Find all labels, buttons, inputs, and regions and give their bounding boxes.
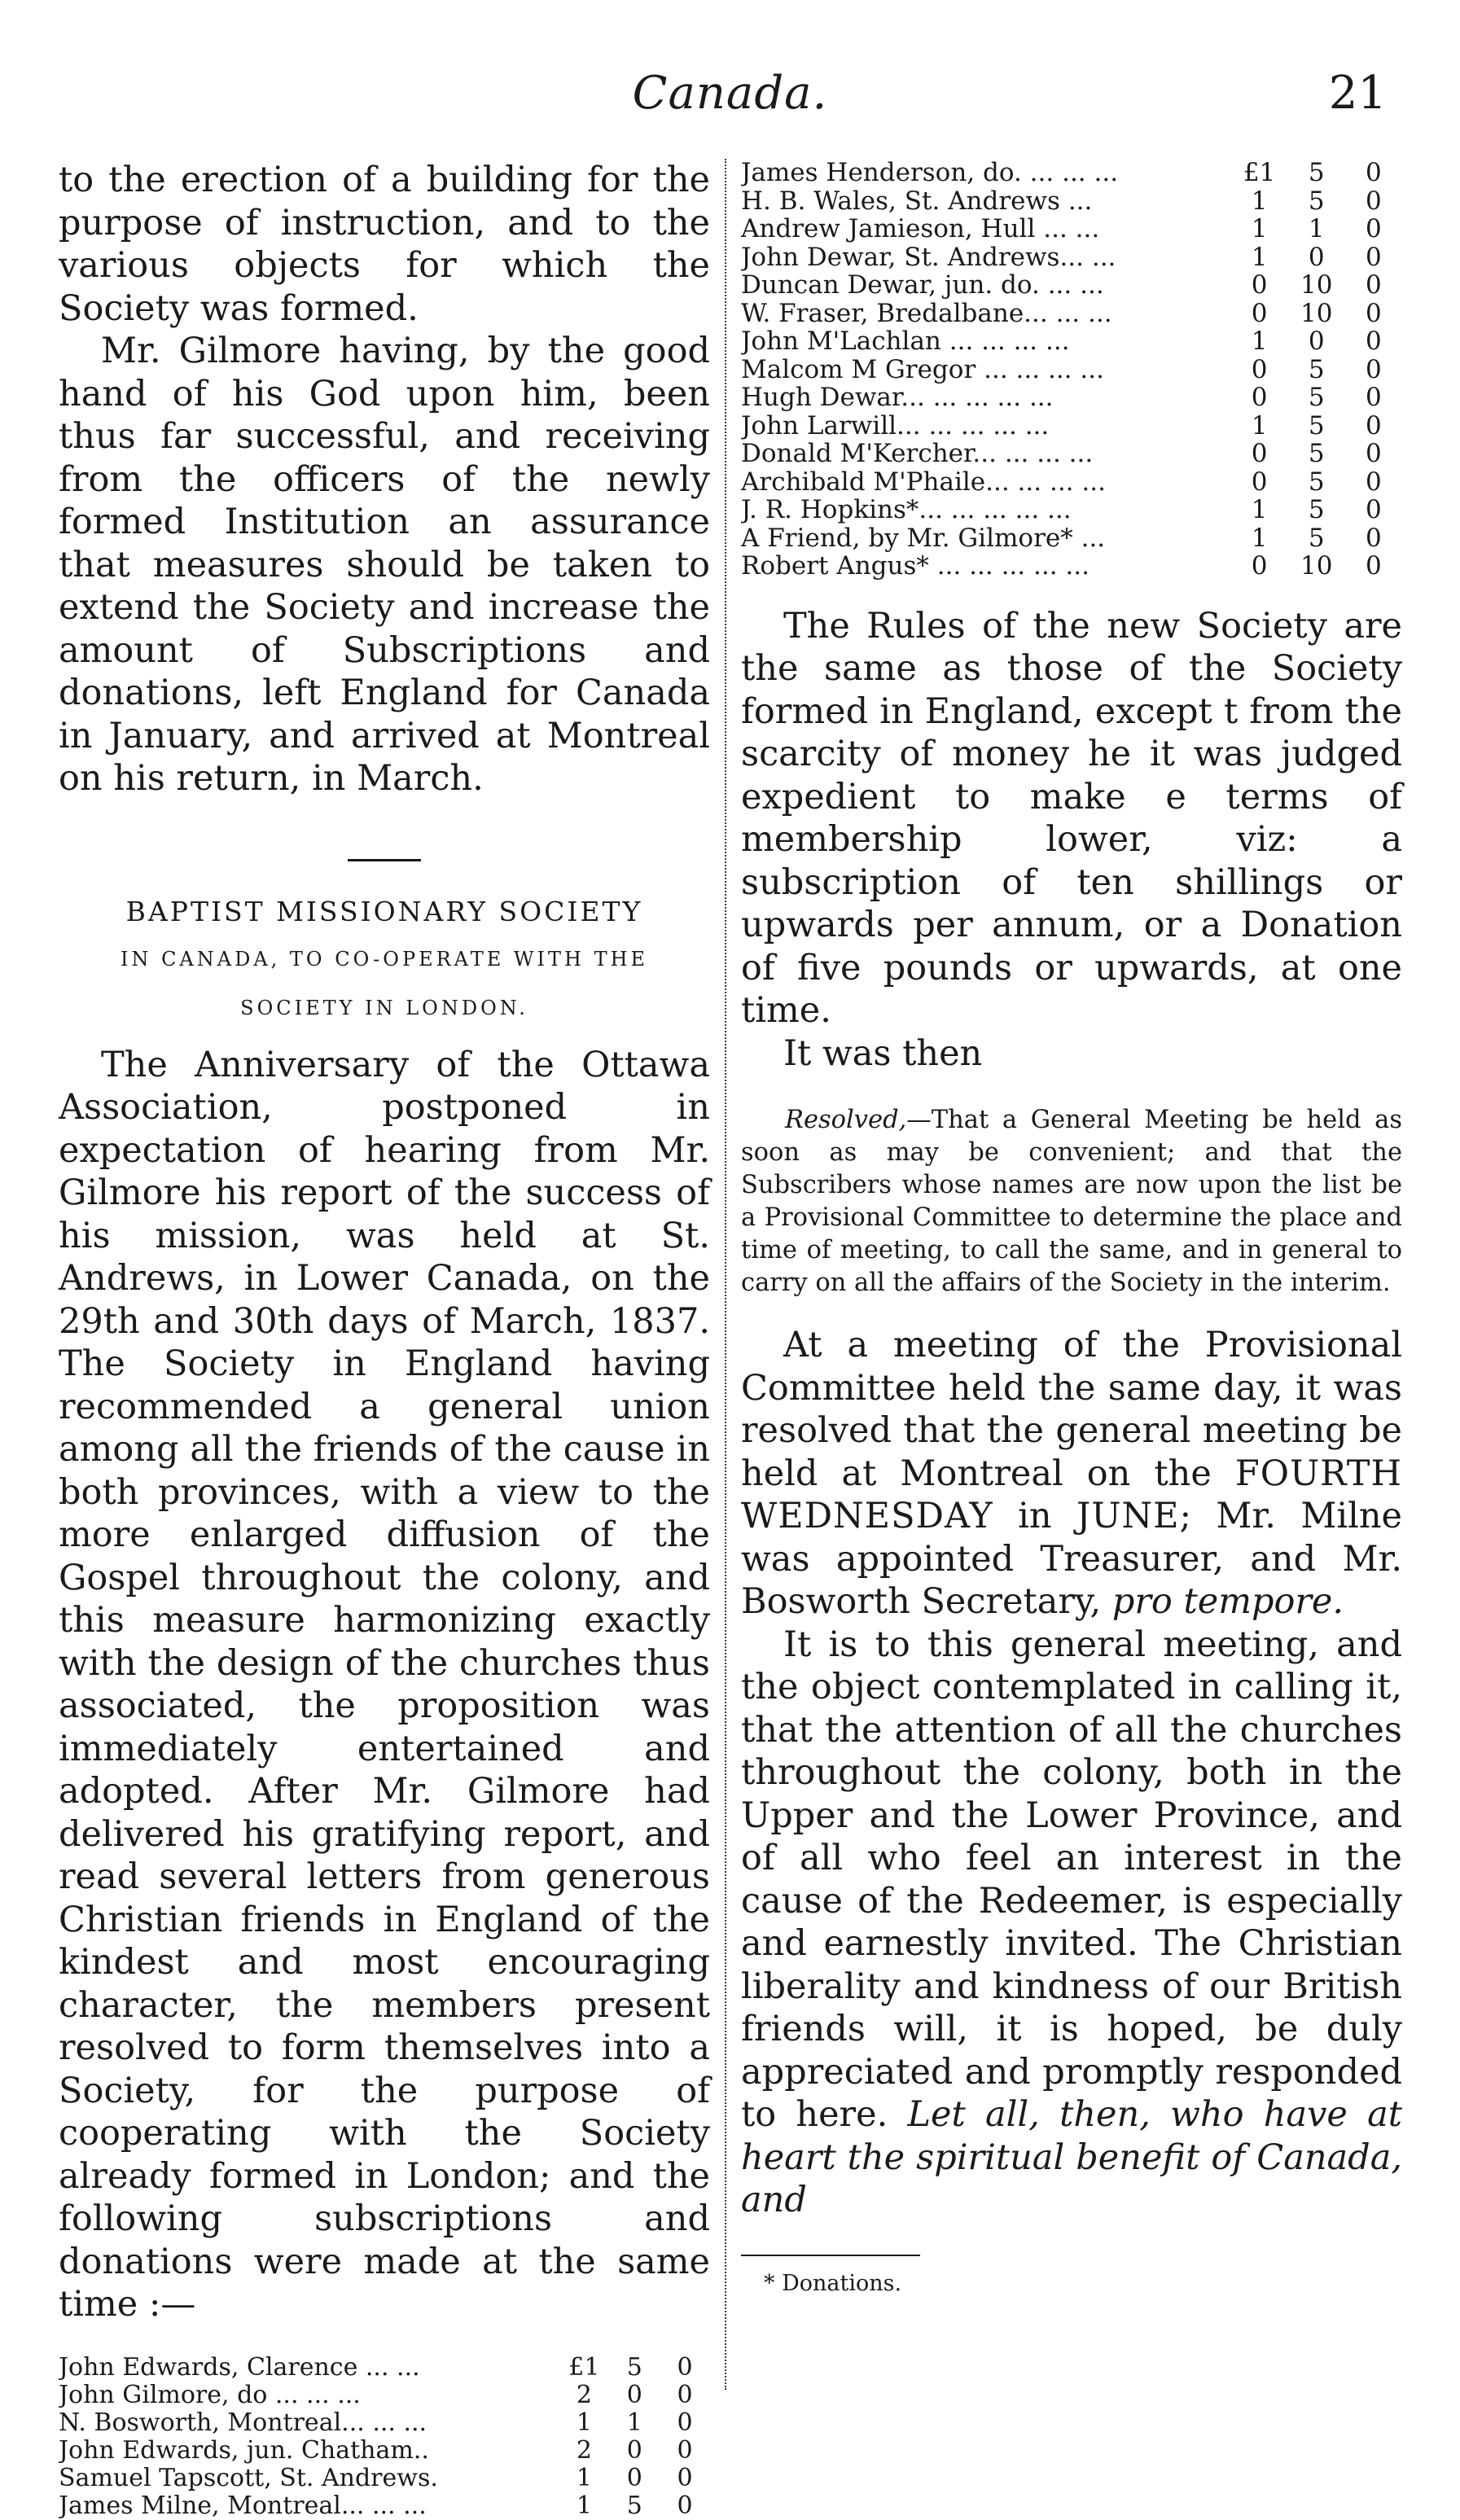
subscription-row	[741, 496, 1402, 524]
subscription-row	[59, 2492, 710, 2520]
subscriber-name: James Milne, Montreal... ... ...	[59, 2492, 427, 2520]
amount-s: 0	[626, 2435, 642, 2465]
amount-s: 0	[1308, 327, 1325, 356]
amount-l: 1	[1251, 523, 1268, 553]
right-column	[741, 159, 1402, 2297]
amount-s: 10	[1300, 551, 1333, 581]
amount-d: 0	[1366, 214, 1382, 243]
subscriber-name: Hugh Dewar... ... ... ... ...	[741, 383, 1054, 412]
amount-d: 0	[1366, 523, 1382, 553]
subscription-row	[59, 2409, 710, 2437]
amount-d: 0	[1366, 551, 1382, 581]
subscription-row	[741, 271, 1402, 300]
page-number: 21	[1328, 67, 1387, 120]
resolution	[741, 1104, 1402, 1299]
amount-l: 1	[576, 2463, 592, 2492]
subscription-row	[741, 468, 1402, 497]
amount-s: 5	[1308, 354, 1325, 384]
amount-l: 2	[576, 2435, 592, 2465]
paragraph-provisional-committee: At a meeting of the Provisional Committee held the same day, it was resolved that the general meeting be held at Montreal on the FOURTH WEDNESDAY in JUNE; Mr. Milne was appointed Treasurer, and Mr. Bosworth Secretary, pro tempore.	[741, 1325, 1402, 1622]
subscription-row	[59, 2465, 710, 2492]
subscriber-name: J. R. Hopkins*... ... ... ... ...	[741, 496, 1072, 524]
left-column	[59, 159, 710, 2520]
subscriptions-table-left	[59, 2354, 710, 2520]
subscription-row	[59, 2382, 710, 2409]
subscription-row	[741, 383, 1402, 412]
amount-l: 1	[1251, 495, 1268, 524]
subscription-row	[741, 412, 1402, 440]
amount-s: 0	[626, 2463, 642, 2492]
footnote-rule	[741, 2255, 920, 2256]
amount-l: 1	[1251, 327, 1268, 356]
subscriber-name: A Friend, by Mr. Gilmore* ...	[741, 524, 1106, 552]
amount-d: 0	[677, 2463, 693, 2492]
amount-l: 1	[1251, 242, 1268, 272]
amount-l: 0	[1251, 270, 1268, 300]
amount-l: 0	[1251, 298, 1268, 328]
amount-d: 0	[1366, 242, 1382, 272]
amount-l: 0	[1251, 439, 1268, 468]
resolution-lead: Resolved,—	[785, 1106, 932, 1134]
amount-l: £1	[568, 2352, 600, 2382]
amount-l: 0	[1251, 551, 1268, 581]
subscriptions-table-right	[741, 159, 1402, 581]
subscription-row	[741, 300, 1402, 328]
amount-l: 1	[576, 2408, 592, 2437]
amount-d: 0	[1366, 383, 1382, 412]
subscription-row	[741, 356, 1402, 384]
amount-d: 0	[1366, 439, 1382, 468]
amount-s: 5	[1308, 495, 1325, 524]
amount-d: 0	[677, 2491, 693, 2520]
section-subheading-line2: SOCIETY IN LONDON.	[240, 996, 528, 1019]
amount-l: 0	[1251, 467, 1268, 497]
amount-d: 0	[677, 2380, 693, 2409]
amount-s: 1	[626, 2408, 642, 2437]
subscriber-name: John Edwards, Clarence ... ...	[59, 2353, 420, 2382]
amount-s: 5	[1308, 186, 1325, 216]
amount-d: 0	[1366, 495, 1382, 524]
running-head: Canada.	[632, 67, 828, 120]
amount-s: 5	[626, 2352, 642, 2382]
amount-d: 0	[1366, 327, 1382, 356]
amount-d: 0	[1366, 270, 1382, 300]
column-divider	[725, 159, 726, 2390]
amount-s: 5	[1308, 158, 1325, 187]
subscriber-name: John Larwill... ... ... ... ...	[741, 411, 1050, 440]
paragraph-continuation: to the erection of a building for the purpose of instruction, and to the various objects for which the Society was formed.	[59, 160, 710, 329]
subscription-row	[59, 2354, 710, 2382]
amount-l: 0	[1251, 354, 1268, 384]
subscriber-name: Duncan Dewar, jun. do. ... ...	[741, 271, 1104, 300]
paragraph-anniversary: The Anniversary of the Ottawa Association, postponed in expectation of hearing from Mr. Gilmore his report of the success of his mission, was held at St. Andrews, in Lower Canada, on the 29th and 30th days of March, 1837. The Society in England having recommended a general union among all the friends of the cause in both provinces, with a view to the more enlarged diffusion of the Gospel throughout the colony, and this measure harmonizing exactly with the design of the churches thus associated, the proposition was immediately entertained and adopted. After Mr. Gilmore had delivered his gratifying report, and read several letters from generous Christian friends in England of the kindest and most encouraging character, the members present resolved to form themselves into a Society, for the purpose of cooperating with the Society already formed in London; and the following subscriptions and donations were made at the same time :—	[59, 1044, 710, 2325]
section-heading: BAPTIST MISSIONARY SOCIETY	[125, 895, 643, 927]
amount-d: 0	[677, 2352, 693, 2382]
subscriber-name: Andrew Jamieson, Hull ... ...	[741, 215, 1100, 243]
amount-s: 10	[1300, 270, 1333, 300]
amount-l: 2	[576, 2380, 592, 2409]
amount-d: 0	[1366, 158, 1382, 187]
amount-s: 0	[626, 2380, 642, 2409]
amount-d: 0	[677, 2435, 693, 2465]
amount-s: 5	[626, 2491, 642, 2520]
amount-s: 5	[1308, 439, 1325, 468]
section-rule	[348, 859, 421, 861]
resolution-text: That a General Meeting be held as soon as may be convenient; and that the Subscribers whose names are now upon the list be a Provisional Committee to determine the place and time of meeting, to call the same, and in general to carry on all the affairs of the Society in the interim.	[741, 1106, 1402, 1297]
paragraph-it-was-then: It was then	[783, 1032, 983, 1074]
page-header	[0, 57, 1460, 130]
subscription-row	[741, 215, 1402, 243]
amount-d: 0	[1366, 186, 1382, 216]
paragraph-appeal: It is to this general meeting, and the object contemplated in calling it, that the attention of all the churches throughout the colony, both in the Upper and the Lower Province, and of all who feel an interest in the cause of the Redeemer, is especially and earnestly invited. The Christian liberality and kindness of our British friends will, it is hoped, be duly appreciated and promptly responded to here. Let all, then, who have at heart the spiritual benefit of Canada, and	[741, 1624, 1402, 2220]
subscription-row	[741, 159, 1402, 187]
subscription-row	[741, 524, 1402, 553]
subscription-row	[741, 440, 1402, 468]
subscription-row	[741, 187, 1402, 216]
subscription-row	[741, 243, 1402, 272]
amount-l: £1	[1243, 158, 1276, 187]
amount-s: 5	[1308, 523, 1325, 553]
amount-l: 1	[1251, 410, 1268, 440]
subscriber-name: N. Bosworth, Montreal... ... ...	[59, 2408, 427, 2437]
subscriber-name: John Gilmore, do ... ... ...	[59, 2381, 361, 2409]
subscriber-name: H. B. Wales, St. Andrews ...	[741, 186, 1093, 215]
amount-s: 10	[1300, 298, 1333, 328]
subscriber-name: Donald M'Kercher... ... ... ...	[741, 440, 1094, 468]
subscriber-name: James Henderson, do. ... ... ...	[741, 159, 1119, 187]
subscriber-name: Archibald M'Phaile... ... ... ...	[741, 467, 1106, 496]
subscriber-name: John Edwards, jun. Chatham..	[59, 2436, 429, 2465]
amount-l: 1	[576, 2491, 592, 2520]
amount-l: 0	[1251, 383, 1268, 412]
subscription-row	[59, 2437, 710, 2465]
amount-d: 0	[1366, 467, 1382, 497]
subscriber-name: Samuel Tapscott, St. Andrews.	[59, 2464, 438, 2492]
paragraph-rules: The Rules of the new Society are the same as those of the Society formed in England, except t from the scarcity of money he it was judged expedient to make e terms of membership lower, viz: a subscription of ten shillings or upwards per annum, or a Donation of five pounds or upwards, at one time.	[741, 605, 1402, 1031]
amount-s: 5	[1308, 410, 1325, 440]
subscriber-name: W. Fraser, Bredalbane... ... ...	[741, 299, 1112, 327]
subscription-row	[741, 327, 1402, 356]
subscriber-name: Malcom M Gregor ... ... ... ...	[741, 355, 1104, 383]
amount-l: 1	[1251, 186, 1268, 216]
subscriber-name: John Dewar, St. Andrews... ...	[741, 243, 1116, 271]
paragraph-gilmore-return: Mr. Gilmore having, by the good hand of his God upon him, been thus far successful, and receiving from the officers of the newly formed Institution an assurance that measures should be taken to extend the Society and increase the amount of Subscriptions and donations, left England for Canada in January, and arrived at Montreal on his return, in March.	[59, 331, 710, 799]
amount-d: 0	[1366, 354, 1382, 384]
footnote: * Donations.	[764, 2270, 902, 2296]
subscription-row	[741, 552, 1402, 581]
amount-s: 5	[1308, 467, 1325, 497]
amount-d: 0	[1366, 298, 1382, 328]
subscriber-name: Robert Angus* ... ... ... ... ...	[741, 552, 1090, 581]
section-subheading-line1: IN CANADA, TO CO-OPERATE WITH THE	[120, 947, 649, 971]
amount-d: 0	[1366, 410, 1382, 440]
amount-s: 1	[1308, 214, 1325, 243]
amount-d: 0	[677, 2408, 693, 2437]
amount-s: 0	[1308, 242, 1325, 272]
amount-l: 1	[1251, 214, 1268, 243]
amount-s: 5	[1308, 383, 1325, 412]
subscriber-name: John M'Lachlan ... ... ... ...	[741, 327, 1070, 356]
